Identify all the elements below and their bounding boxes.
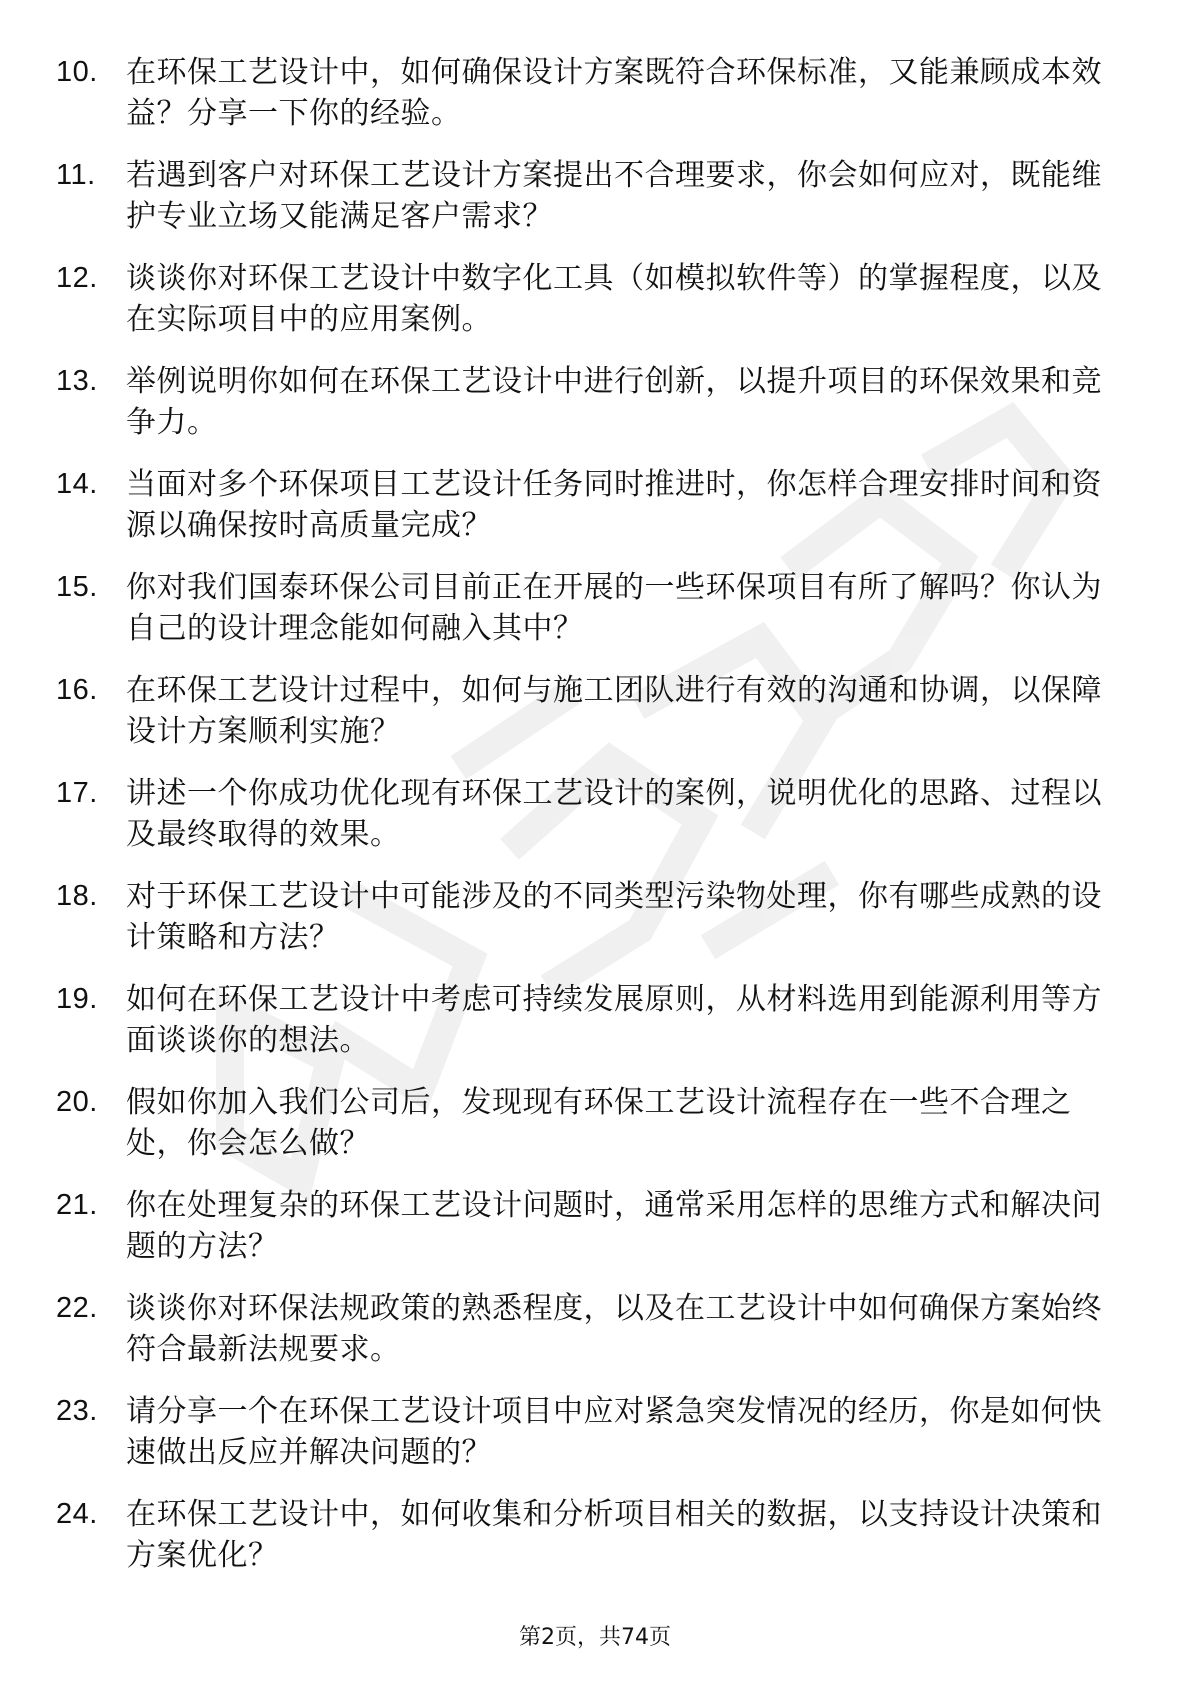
- question-number: 16.: [56, 674, 98, 706]
- question-text: 假如你加入我们公司后，发现现有环保工艺设计流程存在一些不合理之处，你会怎么做？: [126, 1085, 1072, 1161]
- question-item: [56, 1391, 1116, 1473]
- question-item: [56, 670, 1116, 752]
- question-text: 你在处理复杂的环保工艺设计问题时，通常采用怎样的思维方式和解决问题的方法？: [126, 1188, 1102, 1264]
- question-number: 20.: [56, 1086, 98, 1118]
- question-number: 13.: [56, 365, 98, 397]
- question-item: [56, 1494, 1116, 1576]
- question-item: [56, 1288, 1116, 1370]
- question-item: [56, 773, 1116, 855]
- question-text: 在环保工艺设计中，如何确保设计方案既符合环保标准，又能兼顾成本效益？分享一下你的经验。: [126, 55, 1102, 131]
- question-item: [56, 979, 1116, 1061]
- question-item: [56, 361, 1116, 443]
- question-number: 11.: [56, 159, 96, 191]
- question-item: [56, 155, 1116, 237]
- question-number: 14.: [56, 468, 98, 500]
- question-text: 谈谈你对环保法规政策的熟悉程度，以及在工艺设计中如何确保方案始终符合最新法规要求。: [126, 1291, 1102, 1367]
- page-number-label: 第2页，共74页: [519, 1625, 671, 1650]
- question-number: 22.: [56, 1292, 98, 1324]
- question-number: 21.: [56, 1189, 98, 1221]
- question-number: 15.: [56, 571, 98, 603]
- question-item: [56, 258, 1116, 340]
- question-text: 讲述一个你成功优化现有环保工艺设计的案例，说明优化的思路、过程以及最终取得的效果。: [126, 776, 1102, 852]
- question-item: [56, 1185, 1116, 1267]
- question-text: 在环保工艺设计过程中，如何与施工团队进行有效的沟通和协调，以保障设计方案顺利实施？: [126, 673, 1102, 749]
- question-text: 举例说明你如何在环保工艺设计中进行创新，以提升项目的环保效果和竞争力。: [126, 364, 1102, 440]
- question-list: [56, 52, 1116, 1597]
- question-number: 12.: [56, 262, 98, 294]
- question-item: [56, 1082, 1116, 1164]
- question-number: 23.: [56, 1395, 98, 1427]
- question-text: 如何在环保工艺设计中考虑可持续发展原则，从材料选用到能源利用等方面谈谈你的想法。: [126, 982, 1102, 1058]
- question-text: 若遇到客户对环保工艺设计方案提出不合理要求，你会如何应对，既能维护专业立场又能满足客户需求？: [126, 158, 1102, 234]
- question-text: 在环保工艺设计中，如何收集和分析项目相关的数据，以支持设计决策和方案优化？: [126, 1497, 1102, 1573]
- page-footer: [0, 1620, 1190, 1651]
- question-number: 24.: [56, 1498, 98, 1530]
- question-item: [56, 567, 1116, 649]
- question-text: 当面对多个环保项目工艺设计任务同时推进时，你怎样合理安排时间和资源以确保按时高质量完成？: [126, 467, 1102, 543]
- question-item: [56, 876, 1116, 958]
- question-item: [56, 52, 1116, 134]
- question-item: [56, 464, 1116, 546]
- question-number: 18.: [56, 880, 98, 912]
- question-text: 对于环保工艺设计中可能涉及的不同类型污染物处理，你有哪些成熟的设计策略和方法？: [126, 879, 1102, 955]
- question-number: 19.: [56, 983, 98, 1015]
- question-number: 10.: [56, 56, 98, 88]
- question-text: 请分享一个在环保工艺设计项目中应对紧急突发情况的经历，你是如何快速做出反应并解决问题的？: [126, 1394, 1102, 1470]
- question-number: 17.: [56, 777, 98, 809]
- question-text: 谈谈你对环保工艺设计中数字化工具（如模拟软件等）的掌握程度，以及在实际项目中的应用案例。: [126, 261, 1102, 337]
- question-text: 你对我们国泰环保公司目前正在开展的一些环保项目有所了解吗？你认为自己的设计理念能如何融入其中？: [126, 570, 1102, 646]
